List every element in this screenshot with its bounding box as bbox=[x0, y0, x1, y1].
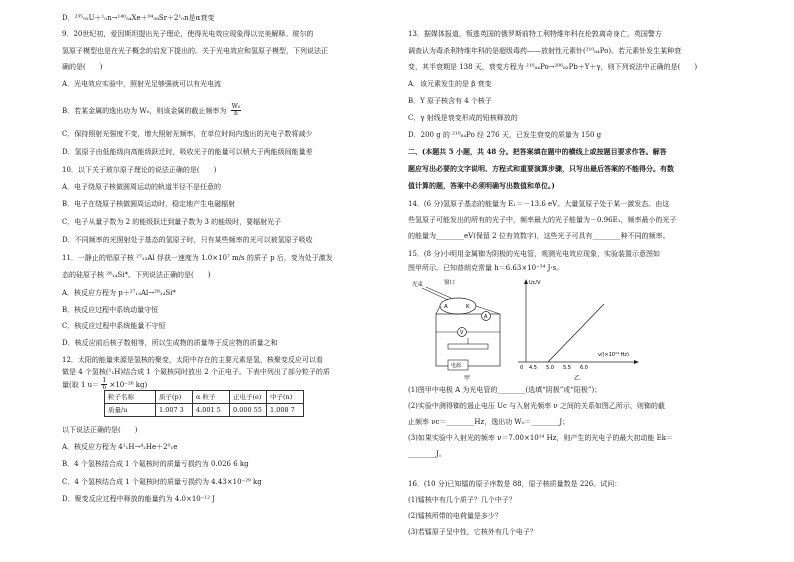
wire-tube-left bbox=[436, 306, 440, 314]
q9-fraction bbox=[231, 104, 242, 118]
q13-stem-line2: 调查认为毒杀利特维年科的是超级毒药——放射性元素钋(²¹⁰₈₄Po)。若元素钋发生某种衰 bbox=[408, 47, 682, 55]
q12-option-d: D．聚变反应过程中释放的能量约为 4.0×10⁻¹² J bbox=[62, 495, 216, 503]
x-tick-label: 4.5 bbox=[529, 365, 537, 371]
q13-option-a: A．该元素发生的是 β 衰变 bbox=[408, 80, 492, 88]
q14-line3: 的能量为________eV(保留 2 位有效数字)，这些光子可具有________种不同的频率。 bbox=[408, 232, 670, 240]
ammeter-label: A bbox=[484, 314, 488, 320]
table-cell: 4.001 5 bbox=[193, 404, 230, 417]
q13-option-b: B．Y 原子核含有 4 个核子 bbox=[408, 97, 492, 105]
table-header-cell: α 粒子 bbox=[193, 391, 230, 404]
x-axis-arrow bbox=[634, 360, 639, 364]
voltmeter-label: V bbox=[460, 330, 464, 336]
q13-option-d: D．200 g 的 ²¹⁰₈₄Po 经 276 天，已发生衰变的质量为 150 g bbox=[408, 131, 602, 139]
q12-unit-pre: 量(取 1 u＝ bbox=[62, 380, 100, 389]
table-cell: 1.008 7 bbox=[267, 404, 304, 417]
q14-line2: 些氢原子可能发出的所有的光子中，频率最大的光子能量为－0.96E₁，频率最小的光子 bbox=[408, 216, 677, 224]
rheostat-icon bbox=[448, 344, 488, 349]
q14-line1: 14．(6 分)氢原子基态的能量为 E₁＝－13.6 eV。大量氢原子处于某一激发态。由这 bbox=[408, 200, 670, 208]
section2-header-line1: 二、(本题共 5 小题，共 48 分。把答案填在题中的横线上或按题目要求作答。解答 bbox=[408, 147, 667, 156]
light-beam-arrow-2 bbox=[426, 287, 451, 298]
q16-part2: (2)镭核所带的电荷量是多少？ bbox=[408, 512, 502, 520]
q9-fraction-den: h bbox=[233, 110, 238, 118]
table-row-label: 质量/u bbox=[105, 404, 156, 417]
q12-stem-line1: 12．太阳的能量来源是氢核的聚变，太阳中存在的主要元素是氢，核聚变反应可以看 bbox=[62, 356, 323, 364]
q12-prompt: 以下说法正确的是( ) bbox=[62, 426, 138, 434]
y-axis-label: Uc/V bbox=[529, 280, 541, 286]
figure-svg bbox=[408, 276, 730, 386]
q12-option-a: A．核反应方程为 4¹₁H→⁴₂He＋2⁰₁e bbox=[62, 443, 178, 451]
figure-jia-label: 甲 bbox=[464, 375, 471, 382]
x-tick-label: 5.5 bbox=[563, 365, 571, 371]
light-beam-label: 光束 bbox=[412, 282, 424, 288]
q15-line1: 15．(8 分)小明用金属铷为阴极的光电管，观测光电效应现象，实验装置示意图如 bbox=[408, 250, 661, 258]
q13-stem-line3: 变，其半衰期是 138 天，衰变方程为 ²¹⁰₈₄Po→²⁰⁶₈₂Pb＋Y＋γ，则下列说法中正确的是( ) bbox=[408, 63, 698, 71]
table-cell: 0.000 55 bbox=[230, 404, 267, 417]
q9-option-a: A．光电效应实验中，照射光足够强就可以有光电流 bbox=[62, 80, 222, 88]
q12-unit-post: ×10⁻²⁶ kg) bbox=[109, 380, 148, 389]
q13-option-c: C．γ 射线是衰变形成的铅核释放的 bbox=[408, 114, 518, 122]
q15-part2-line1: (2)实验中测得铷的遏止电压 Uc 与入射光频率 ν 之间的关系如图乙所示，则铷的截 bbox=[408, 402, 665, 410]
q10-option-b: B．电子在绕原子核做圆周运动时，稳定地产生电磁辐射 bbox=[62, 200, 236, 208]
q13-stem-line1: 13．据媒体报道，叛逃英国的俄罗斯前特工利特维年科在伦敦离奇身亡，英国警方 bbox=[408, 30, 662, 38]
q12-option-c: C．4 个氢核结合成 1 个氦核时的质量亏损约为 4.43×10⁻²⁹ kg bbox=[62, 478, 262, 486]
q9-fraction-num: W₀ bbox=[231, 103, 241, 110]
electrode-k-label: K bbox=[466, 304, 470, 310]
q11-stem-line2: 态的硅原子核 ²⁸₁₄Si*。下列说法正确的是( ) bbox=[62, 271, 211, 279]
q10-option-a: A．电子绕原子核做圆周运动的轨道半径不是任意的 bbox=[62, 183, 222, 191]
q12-stem-line2: 做是 4 个氢核(¹₁H)结合成 1 个氦核同时放出 2 个正电子。下表中列出了部分粒子的质 bbox=[62, 368, 330, 376]
q16-stem: 16．(10 分)已知镭的原子序数是 88，原子核质量数是 226。试问： bbox=[408, 480, 622, 488]
q9-option-d: D．氢原子由低能级向高能级跃迁时，吸收光子的能量可以稍大于两能级间能量差 bbox=[62, 148, 313, 156]
table-header-cell: 质子(p) bbox=[156, 391, 193, 404]
q10-option-c: C．电子从量子数为 2 的能级跃迁到量子数为 3 的能级时，要辐射光子 bbox=[62, 218, 282, 226]
table-header-cell: 正电子(e) bbox=[230, 391, 267, 404]
q11-stem-line1: 11．一静止的铝原子核 ²⁷₁₃Al 俘获一速度为 1.0×10⁷ m/s 的质子 p 后，变为处于激发 bbox=[62, 254, 333, 262]
q16-part3: (3)若镭原子呈中性，它核外有几个电子？ bbox=[408, 528, 537, 536]
q9-stem-line2: 氢原子模型也是在光子概念的启发下提出的。关于光电效应和氢原子模型，下列说法正 bbox=[62, 47, 328, 55]
q15-part3-line2: ________J。 bbox=[408, 450, 446, 458]
q9-option-c: C．保持照射光强度不变，增大照射光频率，在单位时间内逸出的光电子数将减少 bbox=[62, 130, 313, 138]
q9-option-b-text: B．若某金属的逸出功为 W₀，则该金属的截止频率为 bbox=[62, 106, 227, 115]
table-cell: 1.007 3 bbox=[156, 404, 193, 417]
x-tick-label: 6.0 bbox=[580, 365, 588, 371]
q15-part1: (1)图甲中电极 A 为光电管的________(选填“阴极”或“阳极”)； bbox=[408, 386, 602, 394]
table-header-row bbox=[105, 391, 304, 404]
uc-nu-line bbox=[548, 304, 604, 362]
q10-stem: 10．以下关于玻尔原子理论的说法正确的是( ) bbox=[62, 166, 217, 174]
q12-fraction-den: 6 bbox=[102, 384, 107, 392]
q9-stem-line3: 确的是( ) bbox=[62, 63, 103, 71]
photoelectric-figure bbox=[408, 276, 730, 386]
window-label: 窗口 bbox=[444, 280, 456, 286]
q16-part1: (1)镭核中有几个质子？几个中子？ bbox=[408, 496, 516, 504]
q15-part3-line1: (3)如果实验中入射光的频率 ν＝7.00×10¹⁴ Hz，则产生的光电子的最大初动能 Ek＝ bbox=[408, 434, 673, 442]
q10-option-d: D．不同频率的光照射处于基态的氢原子时，只有某些频率的光可以被氢原子吸收 bbox=[62, 236, 313, 244]
q11-option-c: C．核反应过程中系统能量不守恒 bbox=[62, 322, 166, 330]
table-header-cell: 粒子名称 bbox=[105, 391, 156, 404]
q12-fraction-num: 1 bbox=[102, 377, 107, 384]
y-axis-arrow bbox=[524, 279, 528, 284]
section2-header-line3: 值计算的题，答案中必须明确写出数值和单位。) bbox=[408, 181, 555, 190]
light-beam-arrow bbox=[422, 288, 448, 300]
electrode-a-label: A bbox=[444, 304, 448, 310]
table-header-cell: 中子(n) bbox=[267, 391, 304, 404]
origin-label: 0 bbox=[520, 365, 524, 371]
q11-option-a: A．核反应方程为 p＋²⁷₁₃Al→²⁸₁₄Si* bbox=[62, 289, 176, 297]
q9-stem-line1: 9．20世纪初，爱因斯坦提出光子理论，使得光电效应现象得以完美解释。玻尔的 bbox=[62, 30, 314, 38]
figure-yi-label: 乙 bbox=[574, 375, 581, 382]
x-axis-label: ν/(×10¹⁴ Hz) bbox=[598, 352, 629, 358]
q12-option-b: B．4 个氢核结合成 1 个氦核时的质量亏损约为 0.026 6 kg bbox=[62, 460, 249, 468]
q11-option-b: B．核反应过程中系统动量守恒 bbox=[62, 306, 159, 314]
q9-option-b bbox=[62, 104, 241, 118]
q15-line2: 图甲所示。已知普朗克常量 h＝6.63×10⁻³⁴ J·s。 bbox=[408, 264, 564, 272]
section2-header-line2: 题应写出必要的文字说明、方程式和重要演算步骤，只写出最后答案的不能得分。有数 bbox=[408, 164, 674, 173]
q15-part2-line2: 止频率 νc＝________Hz，逸出功 W₀＝________J； bbox=[408, 418, 570, 426]
x-tick-label: 5.0 bbox=[546, 365, 554, 371]
q11-option-d: D．核反应前后核子数相等，所以生成物的质量等于反应物的质量之和 bbox=[62, 339, 278, 347]
table-row bbox=[105, 404, 304, 417]
power-supply-label: 电源 bbox=[451, 363, 462, 369]
particle-mass-table bbox=[104, 390, 304, 417]
q8-option-d: D．²³⁵₉₂U＋¹₀n→¹⁴⁰₅₄Xe＋⁹⁴₃₈Sr＋2¹₀n是α衰变 bbox=[62, 14, 215, 22]
